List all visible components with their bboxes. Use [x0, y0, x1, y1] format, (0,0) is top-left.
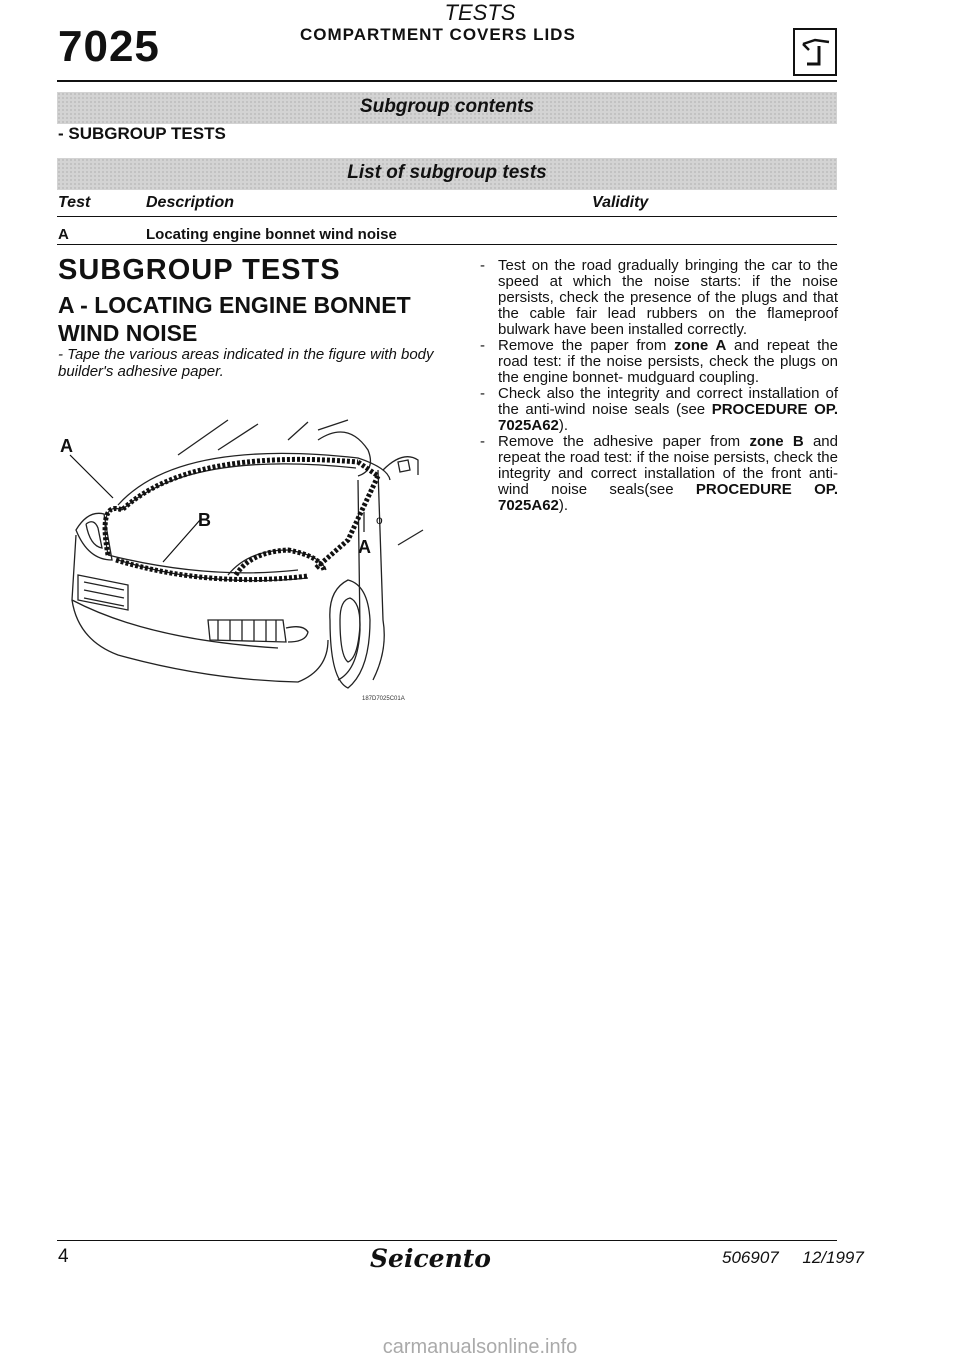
- column-header-validity: Validity: [592, 194, 649, 211]
- list-of-tests-band: [57, 158, 837, 190]
- doc-number: 506907: [722, 1248, 779, 1267]
- column-header-test: Test: [58, 194, 91, 211]
- car-figure: [58, 410, 438, 710]
- test-heading: A - LOCATING ENGINE BONNET WIND NOISE: [58, 292, 411, 346]
- intro-text: - Tape the various areas indicated in the figure with body builder's adhesive paper.: [58, 346, 434, 380]
- page-title: TESTS: [444, 0, 516, 25]
- page-number: 4: [58, 1246, 69, 1267]
- document-reference: [722, 1248, 864, 1268]
- label-zone-a-side: A: [358, 537, 371, 557]
- label-o: o: [376, 513, 383, 527]
- table-header-rule: [57, 216, 837, 217]
- table-row-rule: [57, 244, 837, 245]
- list-of-tests-label: List of subgroup tests: [347, 162, 547, 183]
- step-1: - Test on the road gradually bringing the car to the speed at which the noise starts: if the noise persists, check the presence of the plugs and that the cable fair lead rubbers on the flameproof bulwark have been installed correctly.: [478, 258, 838, 338]
- footer-rule: [57, 1240, 837, 1241]
- doc-date: 12/1997: [802, 1248, 864, 1267]
- figure-code: 187D7025C01A: [362, 696, 405, 702]
- bonnet-icon: [793, 28, 837, 76]
- page-subtitle: COMPARTMENT COVERS LIDS: [300, 25, 576, 44]
- subgroup-tests-link[interactable]: - SUBGROUP TESTS: [58, 124, 226, 143]
- procedure-steps: [478, 258, 838, 514]
- label-zone-b: B: [198, 510, 211, 530]
- step-2: - Remove the paper from zone A and repeat the road test: if the noise persists, check the plugs on the engine bonnet- mudguard coupling.: [478, 338, 838, 386]
- subgroup-contents-label: Subgroup contents: [359, 96, 535, 117]
- procedure-link[interactable]: PROCEDURE OP. 7025A62: [498, 401, 839, 434]
- column-header-description: Description: [146, 194, 235, 211]
- step-3: - Check also the integrity and correct installation of the anti-wind noise seals (see PROCEDURE OP. 7025A62).: [478, 386, 838, 434]
- subgroup-contents-band: [57, 92, 837, 124]
- label-zone-a-top: A: [60, 436, 73, 456]
- header-rule: [57, 80, 837, 82]
- section-number: 7025: [58, 22, 160, 71]
- brand-logo: Seicento: [370, 1244, 491, 1273]
- procedure-link[interactable]: PROCEDURE OP. 7025A62: [498, 481, 838, 514]
- table-cell-description[interactable]: Locating engine bonnet wind noise: [146, 226, 397, 243]
- watermark: carmanualsonline.info: [382, 1336, 578, 1358]
- table-cell-test: A: [58, 226, 69, 243]
- step-4: - Remove the adhesive paper from zone B and repeat the road test: if the noise persists, check the integrity and correct installation of the front anti-wind noise seals(see PROCEDURE OP. 7025A62).: [478, 434, 838, 514]
- section-heading: SUBGROUP TESTS: [58, 254, 341, 286]
